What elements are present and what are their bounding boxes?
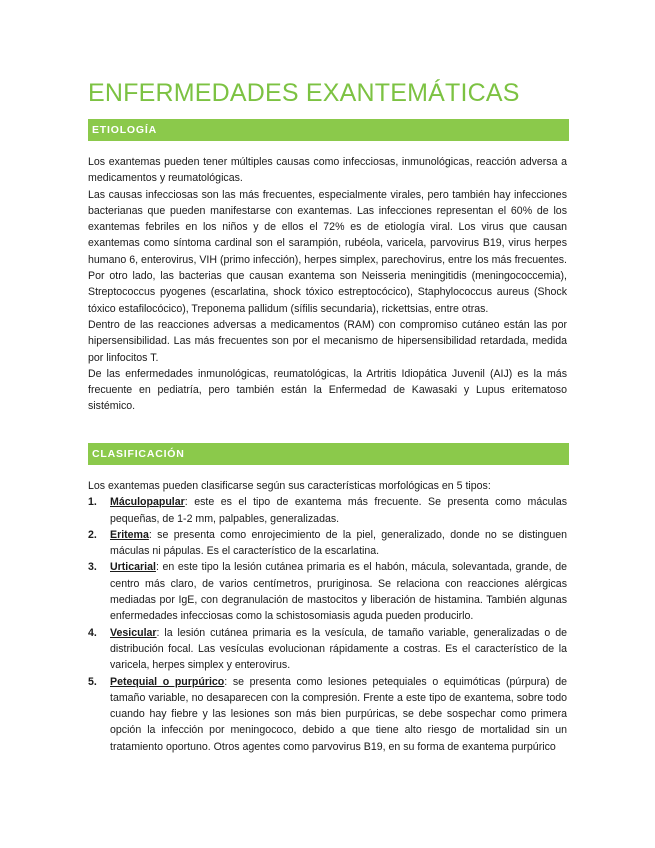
- clasificacion-intro: Los exantemas pueden clasificarse según sus características morfológicas en 5 tipos:: [88, 480, 491, 492]
- classification-list: [88, 494, 567, 755]
- section-heading-etiologia: ETIOLOGÍA: [88, 119, 569, 141]
- list-description: se presenta como lesiones petequiales o equimóticas (púrpura) de tamaño variable, no desaparecen con la compresión. Frente a este tipo de exantema, sobre todo cuando hay fiebre y las lesiones son más bien purpúricas, se debe sospechar como primera opción la infección por meningococo, debido a que tiene alto riesgo de mortalidad sin un tratamiento oportuno. Otros agentes como parvovirus B19, en su forma de exantema purpúrico: [110, 675, 567, 753]
- list-description: se presenta como enrojecimiento de la piel, generalizado, donde no se distinguen máculas ni pápulas. Es el característico de la escarlatina.: [110, 528, 567, 558]
- list-number: 3.: [88, 561, 97, 574]
- list-separator: :: [184, 496, 195, 509]
- list-separator: :: [148, 528, 158, 541]
- list-term: Máculopapular: [110, 496, 185, 509]
- etiologia-paragraph: De las enfermedades inmunológicas, reumatológicas, la Artritis Idiopática Juvenil (AIJ) es la más frecuente en pediatría, pero también están la Enfermedad de Kawasaki y Lupus eritematoso sistémico.: [88, 367, 567, 413]
- list-item: [88, 527, 567, 560]
- list-item: [88, 625, 567, 674]
- list-description: en este tipo la lesión cutánea primaria es el habón, mácula, solevantada, grande, de centro más claro, de varios centímetros, pruriginosa. Se relaciona con reacciones alérgicas mediadas por IgE, con degranulación de mastocitos y liberación de histamina. También algunas enfermedades infecciosas como la schistosomiasis aguda pueden producirlo.: [110, 561, 567, 623]
- clasificacion-body: [88, 478, 567, 755]
- list-term: Vesicular: [110, 626, 157, 639]
- list-separator: :: [156, 626, 165, 639]
- list-item: [88, 559, 567, 624]
- list-number: 5.: [88, 675, 97, 688]
- etiologia-paragraph: Los exantemas pueden tener múltiples causas como infecciosas, inmunológicas, reacción adversa a medicamentos y reumatológicas.: [88, 156, 567, 185]
- etiologia-paragraph: Dentro de las reacciones adversas a medicamentos (RAM) con compromiso cutáneo están las por hipersensibilidad. Las más frecuentes son por el mecanismo de hipersensibilidad retardada, medida por linfocitos T.: [88, 318, 567, 364]
- list-number: 4.: [88, 626, 97, 639]
- list-description: la lesión cutánea primaria es la vesícula, de tamaño variable, generalizadas o de distribución focal. Las vesículas evolucionan rápidamente a costras. Es el característico de la varicela, herpes simplex y enterovirus.: [110, 626, 567, 672]
- list-item: [88, 674, 567, 755]
- section-heading-clasificacion: CLASIFICACIÓN: [88, 443, 569, 465]
- etiologia-paragraph: Las causas infecciosas son las más frecuentes, especialmente virales, pero también hay infecciones bacterianas que pueden manifestarse con exantemas. Las infecciones representan el 60% de los exantemas febriles en los niños y de ellos el 72% es de etiología viral. Los virus que causan exantemas como síntoma cardinal son el sarampión, rubéola, varicela, parvovirus B19, virus herpes humano 6, enterovirus, VIH (primo infección), herpes simplex, parechovirus, entre los más frecuentes. Por otro lado, las bacterias que causan exantema son Neisseria meningitidis (meningococcemia), Streptococcus pyogenes (escarlatina, shock tóxico estreptocócico), Staphylococcus aureus (Shock tóxico estafilocócico), Treponema pallidum (sífilis secundaria), rickettsias, entre otras.: [88, 188, 567, 315]
- list-separator: :: [155, 561, 163, 574]
- list-item: [88, 494, 567, 527]
- list-number: 2.: [88, 528, 97, 541]
- list-term: Eritema: [110, 528, 149, 541]
- list-separator: :: [224, 675, 233, 688]
- etiologia-body: [88, 154, 567, 415]
- document-title: ENFERMEDADES EXANTEMÁTICAS: [88, 79, 520, 107]
- list-term: Petequial o purpúrico: [110, 675, 225, 688]
- list-term: Urticarial: [110, 561, 156, 574]
- list-number: 1.: [88, 496, 97, 509]
- list-description: este es el tipo de exantema más frecuente. Se presenta como máculas pequeñas, de 1-2 mm, palpables, generalizadas.: [110, 496, 568, 525]
